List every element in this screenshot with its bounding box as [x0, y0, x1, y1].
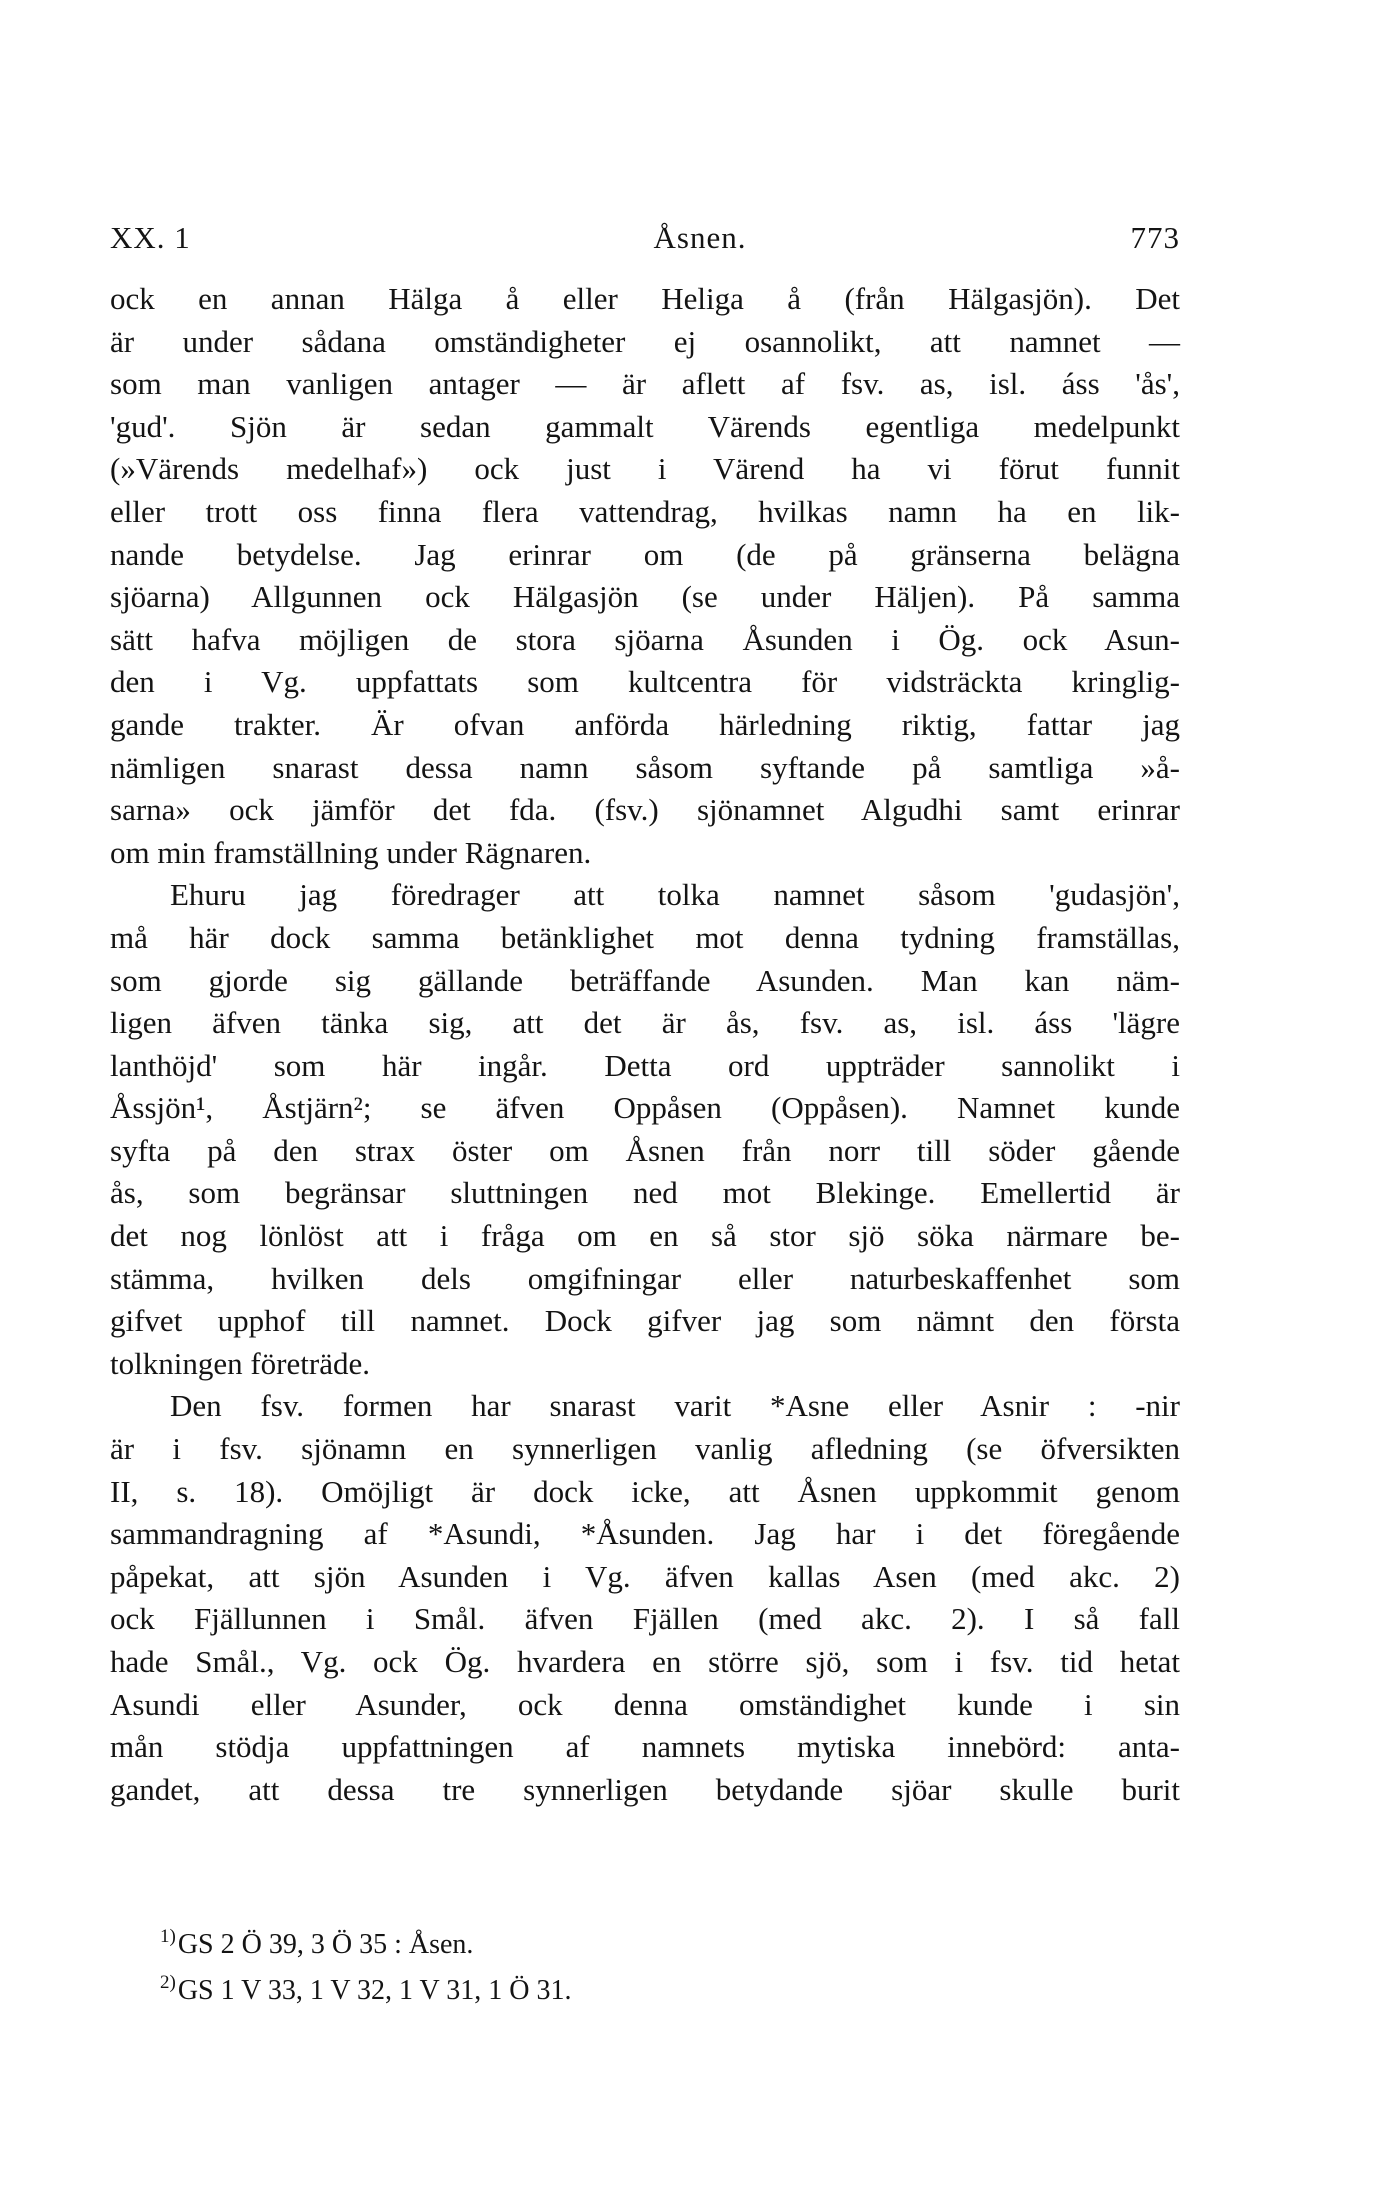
footnote-text: GS 2 Ö 39, 3 Ö 35 : Åsen. [177, 1929, 474, 1960]
text-line: Ehuru jag föredrager att tolka namnet såsom 'gudasjön', [170, 877, 1180, 913]
text-line: om min framställning under Rägnaren. [110, 834, 592, 870]
text-line: som man vanligen antager — är aflett af fsv. as, isl. áss 'ås', [110, 366, 1180, 402]
footnote [160, 1969, 1060, 2015]
text-line: är i fsv. sjönamn en synnerligen vanlig afledning (se öfversikten [110, 1431, 1180, 1467]
text-line: syfta på den strax öster om Åsnen från norr till söder gående [110, 1132, 1180, 1168]
text-line: II, s. 18). Omöjligt är dock icke, att Åsnen uppkommit genom [110, 1473, 1180, 1509]
text-line: sarna» ock jämför det fda. (fsv.) sjönamnet Algudhi samt erinrar [110, 792, 1180, 828]
footnote-mark: 2) [160, 1972, 176, 1993]
text-line: som gjorde sig gällande beträffande Asunden. Man kan näm- [110, 962, 1180, 998]
text-line: nämligen snarast dessa namn såsom syftande på samtliga »å- [110, 749, 1180, 785]
text-line: Åssjön¹, Åstjärn²; se äfven Oppåsen (Oppåsen). Namnet kunde [110, 1090, 1180, 1126]
running-header-section: XX. 1 [110, 220, 191, 255]
text-line: Den fsv. formen har snarast varit *Asne eller Asnir : -nir [170, 1388, 1180, 1424]
text-line: sjöarna) Allgunnen ock Hälgasjön (se under Häljen). På samma [110, 579, 1180, 615]
text-line: den i Vg. uppfattats som kultcentra för vidsträckta kringlig- [110, 664, 1180, 700]
text-line: må här dock samma betänklighet mot denna tydning framställas, [110, 919, 1180, 955]
text-line: nande betydelse. Jag erinrar om (de på gränserna belägna [110, 536, 1180, 572]
text-line: påpekat, att sjön Asunden i Vg. äfven kallas Asen (med akc. 2) [110, 1558, 1180, 1594]
text-line: lanthöjd' som här ingår. Detta ord uppträder sannolikt i [110, 1047, 1180, 1083]
footnote [160, 1923, 1060, 1969]
text-line: tolkningen företräde. [110, 1345, 370, 1381]
text-line: mån stödja uppfattningen af namnets mytiska innebörd: anta- [110, 1729, 1180, 1765]
text-line: gifvet upphof till namnet. Dock gifver jag som nämnt den första [110, 1303, 1180, 1339]
text-line: gande trakter. Är ofvan anförda härledning riktig, fattar jag [110, 706, 1180, 742]
text-line: eller trott oss finna flera vattendrag, hvilkas namn ha en lik- [110, 493, 1180, 529]
page-number: 773 [1130, 220, 1180, 255]
text-line: är under sådana omständigheter ej osannolikt, att namnet — [110, 323, 1180, 359]
text-line: stämma, hvilken dels omgifningar eller naturbeskaffenhet som [110, 1260, 1180, 1296]
text-line: hade Smål., Vg. ock Ög. hvardera en större sjö, som i fsv. tid hetat [110, 1644, 1180, 1679]
text-line: 'gud'. Sjön är sedan gammalt Värends egentliga medelpunkt [110, 408, 1180, 444]
text-line: Asundi eller Asunder, ock denna omständighet kunde i sin [110, 1686, 1180, 1722]
text-line: det nog lönlöst att i fråga om en så stor sjö söka närmare be- [110, 1218, 1180, 1254]
text-line: ligen äfven tänka sig, att det är ås, fsv. as, isl. áss 'lägre [110, 1005, 1180, 1041]
footnote-mark: 1) [160, 1926, 176, 1947]
text-line: ock en annan Hälga å eller Heliga å (från Hälgasjön). Det [110, 281, 1180, 316]
text-line: (»Värends medelhaf») ock just i Värend ha vi förut funnit [110, 451, 1180, 487]
text-line: ock Fjällunnen i Smål. äfven Fjällen (med akc. 2). I så fall [110, 1601, 1180, 1637]
footnote-text: GS 1 V 33, 1 V 32, 1 V 31, 1 Ö 31. [177, 1975, 572, 2006]
footnotes [160, 1923, 1060, 2015]
running-header-title: Åsnen. [653, 220, 747, 255]
text-line: gandet, att dessa tre synnerligen betydande sjöar skulle burit [110, 1771, 1180, 1807]
text-line: sätt hafva möjligen de stora sjöarna Åsunden i Ög. ock Asun- [110, 621, 1180, 657]
text-line: sammandragning af *Asundi, *Åsunden. Jag har i det föregående [110, 1516, 1180, 1552]
body-text [110, 278, 1180, 1811]
text-line: ås, som begränsar sluttningen ned mot Blekinge. Emellertid är [110, 1175, 1180, 1211]
